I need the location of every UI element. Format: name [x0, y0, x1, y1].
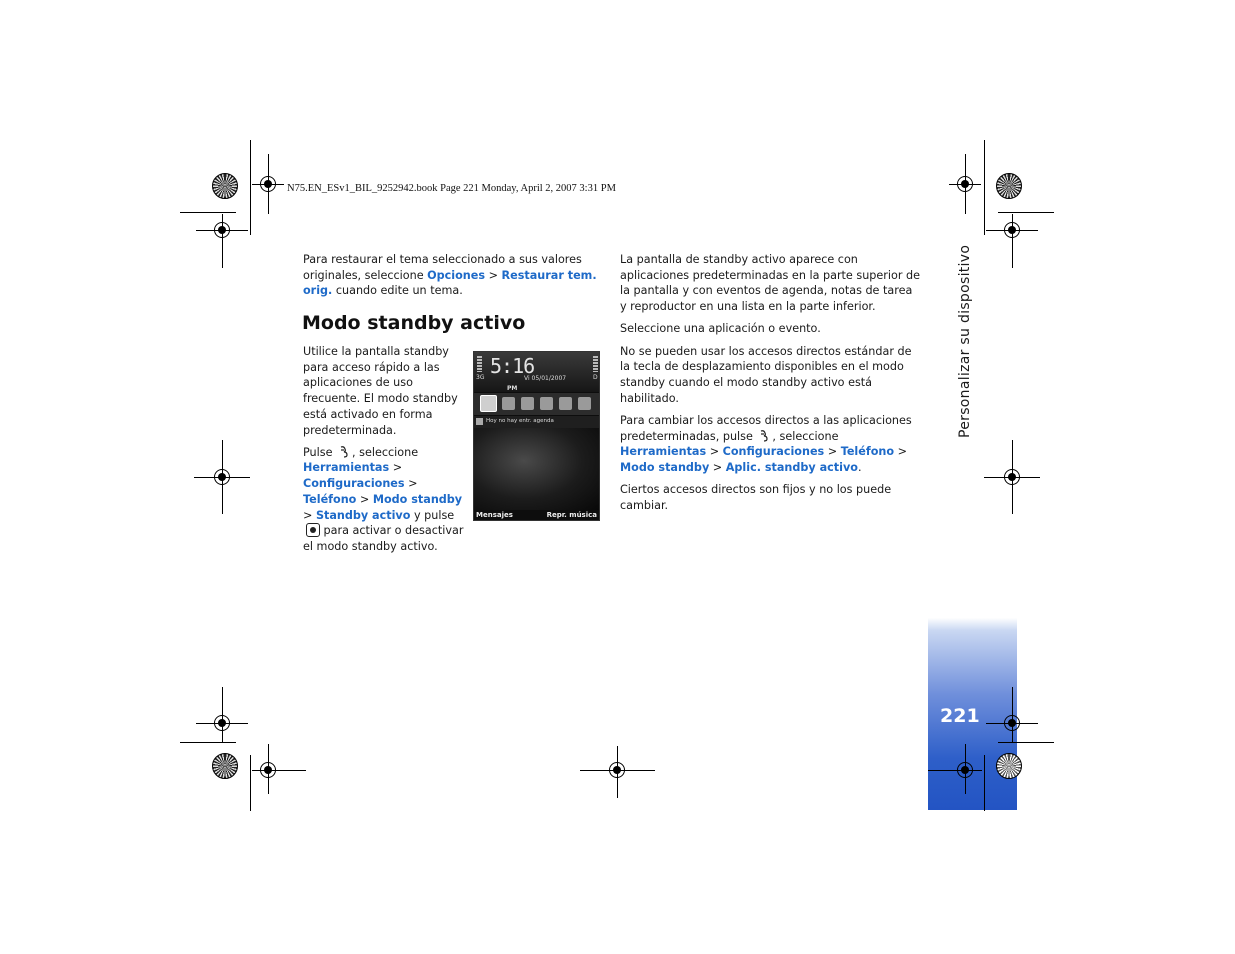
chapter-title: Personalizar su dispositivo	[957, 244, 973, 438]
text-run: >	[356, 492, 373, 506]
registration-line	[617, 746, 618, 798]
crop-mark	[984, 755, 985, 811]
text-run: >	[389, 461, 403, 475]
text-run: y pulse	[410, 508, 455, 522]
link-telefono: Teléfono	[840, 445, 895, 459]
link-standby-activo: Standby activo	[315, 508, 411, 522]
select-app-paragraph: Seleccione una aplicación o evento.	[620, 322, 821, 336]
link-restaurar-tema: Restaurar tem. orig.	[303, 268, 597, 298]
section-title: Modo standby activo	[302, 312, 526, 334]
crop-mark	[998, 212, 1054, 213]
text-run: >	[404, 477, 418, 491]
crop-mark	[984, 140, 985, 235]
phone-wallpaper	[474, 428, 599, 510]
text-run: >	[824, 445, 841, 459]
change-shortcuts-paragraph	[620, 413, 920, 476]
network-indicator: 3G	[476, 374, 485, 381]
registration-line	[965, 154, 966, 214]
calendar-icon	[476, 418, 483, 425]
registration-line	[1012, 440, 1013, 514]
phone-date: Vi 05/01/2007	[524, 375, 567, 382]
standby-layout-paragraph: La pantalla de standby activo aparece con aplicaciones predeterminadas en la parte superior de la pantalla y con eventos de agenda, notas de tarea y reproductor en una lista en la parte inferior.	[620, 253, 920, 314]
battery-indicator: D	[593, 374, 598, 381]
standby-instructions	[303, 445, 465, 555]
registration-line	[222, 440, 223, 514]
crop-mark	[998, 742, 1054, 743]
restore-theme-paragraph	[303, 252, 603, 299]
app-shortcut-icon	[480, 395, 497, 412]
intro-paragraph-block	[303, 252, 603, 306]
registration-line	[1012, 687, 1013, 743]
registration-line	[222, 687, 223, 743]
app-shortcut-icon	[521, 397, 534, 410]
link-modo-standby: Modo standby	[372, 492, 463, 506]
agenda-text: Hoy no hay entr. agenda	[486, 418, 554, 424]
softkey-right: Repr. música	[546, 511, 597, 519]
print-file-header: N75.EN_ESv1_BIL_9252942.book Page 221 Monday, April 2, 2007 3:31 PM	[287, 183, 616, 194]
link-configuraciones: Configuraciones	[303, 477, 405, 491]
agenda-row	[474, 416, 599, 428]
registration-line	[268, 154, 269, 214]
phone-clock: 5:16	[490, 354, 535, 378]
softkey-left: Mensajes	[476, 511, 513, 519]
menu-key-icon	[758, 430, 770, 442]
fixed-shortcuts-paragraph: Ciertos accesos directos son fijos y no los puede cambiar.	[620, 483, 892, 512]
registration-line	[928, 770, 982, 771]
crop-mark	[250, 140, 251, 235]
registration-line	[252, 770, 306, 771]
crop-mark	[180, 742, 236, 743]
text-run: Pulse	[303, 445, 337, 459]
text-run: >	[894, 445, 907, 459]
registration-line	[222, 214, 223, 268]
text-run: , seleccione	[352, 445, 419, 459]
standby-description: Utilice la pantalla standby para acceso rápido a las aplicaciones de uso frecuente. El modo standby está activado en forma predeterminada.	[303, 345, 458, 437]
right-body-block	[620, 252, 920, 520]
shortcut-limitation-paragraph: No se pueden usar los accesos directos estándar de la tecla de desplazamiento disponibles en el modo standby cuando el modo standby activo está habilitado.	[620, 344, 912, 405]
text-run: Para restaurar el tema seleccionado a sus valores originales, seleccione	[303, 253, 582, 282]
app-shortcut-icon	[502, 397, 515, 410]
battery-bars-icon	[593, 356, 598, 372]
phone-screenshot	[473, 351, 600, 521]
app-shortcut-icon	[540, 397, 553, 410]
link-herramientas: Herramientas	[303, 461, 390, 475]
text-run: >	[709, 460, 726, 474]
text-run: >	[485, 268, 502, 282]
menu-key-icon	[338, 446, 350, 458]
page-number: 221	[940, 705, 980, 727]
color-target-icon	[996, 173, 1022, 199]
app-shortcut-icon	[559, 397, 572, 410]
text-run: .	[857, 460, 862, 474]
link-herramientas: Herramientas	[620, 445, 707, 459]
link-modo-standby: Modo standby	[620, 460, 710, 474]
app-shortcut-row	[474, 393, 599, 415]
text-run: >	[706, 445, 723, 459]
link-telefono: Teléfono	[303, 492, 357, 506]
link-aplic-standby-activo: Aplic. standby activo	[725, 460, 858, 474]
text-run: >	[303, 508, 316, 522]
text-run: , seleccione	[772, 429, 839, 443]
registration-line	[965, 744, 966, 794]
registration-line	[268, 744, 269, 794]
scroll-key-icon	[306, 523, 320, 537]
color-target-icon	[212, 753, 238, 779]
color-target-icon	[212, 173, 238, 199]
registration-line	[1012, 214, 1013, 268]
link-opciones: Opciones	[427, 268, 486, 282]
text-run: para activar o desactivar el modo standby activo.	[303, 524, 464, 553]
link-configuraciones: Configuraciones	[722, 445, 825, 459]
left-body-block	[303, 344, 465, 561]
text-run: cuando edite un tema.	[332, 284, 463, 298]
crop-mark	[250, 755, 251, 811]
signal-bars-icon	[477, 356, 482, 372]
phone-ampm: PM	[507, 385, 518, 392]
app-shortcut-icon	[578, 397, 591, 410]
text-run: Para cambiar los accesos directos a las aplicaciones predeterminadas, pulse	[620, 413, 912, 443]
crop-mark	[180, 212, 236, 213]
color-target-icon	[996, 753, 1022, 779]
